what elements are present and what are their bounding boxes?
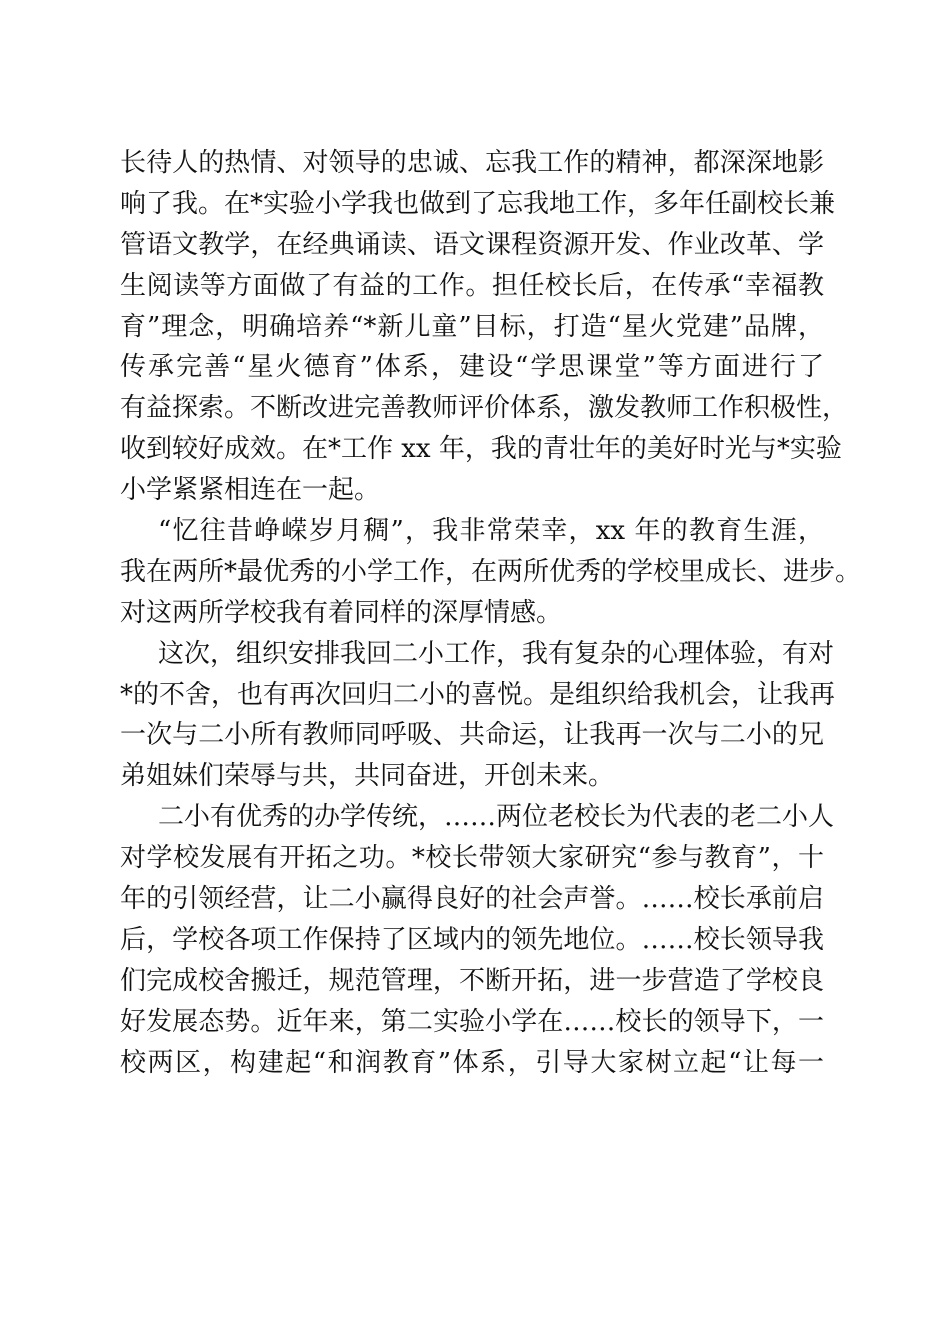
text-line: 一次与二小所有教师同呼吸、共命运，让我再一次与二小的兄 [120, 720, 824, 751]
text-line: 响了我。在*实验小学我也做到了忘我地工作，多年任副校长兼 [120, 188, 836, 219]
text-line: 生阅读等方面做了有益的工作。担任校长后，在传承“幸福教 [120, 270, 824, 301]
text-line: 育”理念，明确培养“*新儿童”目标，打造“星火党建”品牌， [120, 311, 824, 342]
text-line: 长待人的热情、对领导的忠诚、忘我工作的精神，都深深地影 [120, 148, 824, 178]
document-body [120, 143, 862, 1083]
text-line: 我在两所*最优秀的小学工作，在两所优秀的学校里成长、进步。 [120, 556, 862, 587]
text-line: 年的引领经营，让二小赢得良好的社会声誉。……校长承前启 [120, 884, 824, 915]
text-line: 对学校发展有开拓之功。*校长带领大家研究“参与教育”，十 [120, 843, 824, 874]
text-line: 有益探索。不断改进完善教师评价体系，激发教师工作积极性， [120, 393, 849, 424]
paragraph-first-line: 二小有优秀的办学传统，……两位老校长为代表的老二小人 [158, 802, 835, 833]
text-line: 收到较好成效。在*工作 xx 年，我的青壮年的美好时光与*实验 [120, 434, 842, 465]
text-line: 传承完善“星火德育”体系，建设“学思课堂”等方面进行了 [120, 352, 824, 383]
text-line: 好发展态势。近年来，第二实验小学在……校长的领导下，一 [120, 1006, 824, 1037]
text-line: *的不舍，也有再次回归二小的喜悦。是组织给我机会，让我再 [120, 679, 836, 710]
text-line: 小学紧紧相连在一起。 [120, 475, 381, 506]
text-line: 校两区，构建起“和润教育”体系，引导大家树立起“让每一 [120, 1047, 824, 1078]
text-line: 们完成校舍搬迁，规范管理，不断开拓，进一步营造了学校良 [120, 965, 824, 996]
text-line: 对这两所学校我有着同样的深厚情感。 [120, 597, 563, 628]
paragraph-first-line: 这次，组织安排我回二小工作，我有复杂的心理体验，有对 [158, 638, 835, 669]
text-line: 弟姐妹们荣辱与共，共同奋进，开创未来。 [120, 761, 615, 792]
text-line: 管语文教学，在经典诵读、语文课程资源开发、作业改革、学 [120, 229, 824, 260]
paragraph-first-line: “忆往昔峥嵘岁月稠”，我非常荣幸，xx 年的教育生涯， [158, 516, 824, 547]
text-line: 后，学校各项工作保持了区域内的领先地位。……校长领导我 [120, 924, 824, 955]
